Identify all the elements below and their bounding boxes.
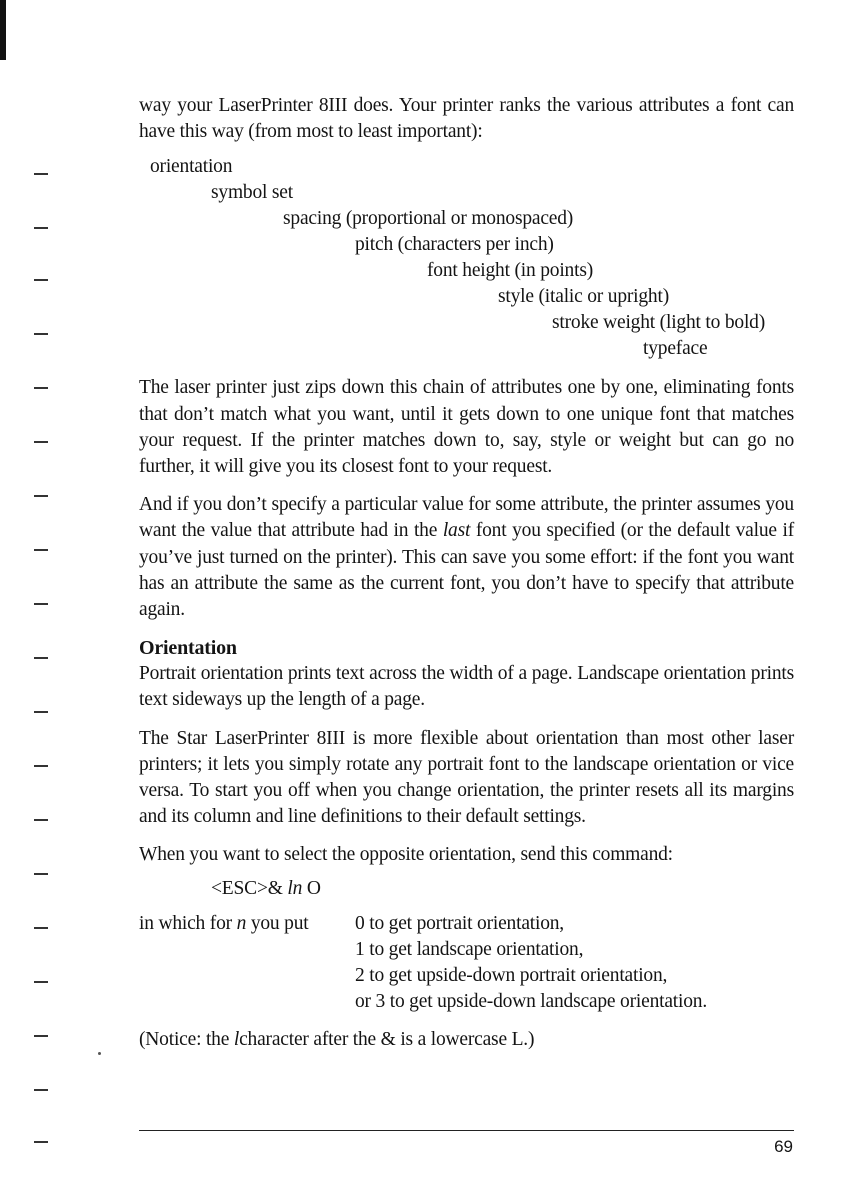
default-value-paragraph: And if you don’t specify a particular value for some attribute, the printer assumes you want the value that attribute had in the last font you specified (or the default value if you’ve just turned on the printer). This can save you some effort: if the font you want has an attribute the same as the current font, you don’t have to specify that attribute again. — [139, 494, 794, 621]
option-item: or 3 to get upside-down landscape orientation. — [355, 991, 707, 1013]
select-paragraph: When you want to select the opposite orientation, send this command: — [139, 844, 673, 866]
section-heading-orientation: Orientation — [139, 637, 237, 660]
attribute-chain — [139, 154, 794, 362]
option-item: 0 to get portrait orientation, — [355, 912, 564, 934]
options-label: in which for n you put — [139, 912, 309, 934]
page-body — [139, 93, 794, 1066]
attribute-item: pitch (characters per inch) — [355, 234, 554, 256]
speck — [98, 1052, 101, 1055]
chain-paragraph: The laser printer just zips down this chain of attributes one by one, eliminating fonts that don’t match what you want, until it gets down to one unique font that matches your request. If the printer matches down to, say, style or weight but can go no further, it will give you its closest font to your request. — [139, 377, 794, 478]
binding-edge — [0, 0, 6, 60]
orientation-options — [139, 911, 794, 1016]
page-number: 69 — [774, 1137, 793, 1156]
attribute-item: orientation — [150, 156, 233, 178]
options-list — [355, 911, 707, 1016]
attribute-item: symbol set — [211, 182, 293, 204]
attribute-item: stroke weight (light to bold) — [552, 312, 766, 334]
attribute-item: font height (in points) — [427, 260, 594, 282]
attribute-item: spacing (proportional or monospaced) — [283, 208, 574, 230]
attribute-item: style (italic or upright) — [498, 286, 669, 308]
notice-paragraph: (Notice: the lcharacter after the & is a lowercase L.) — [139, 1029, 535, 1051]
flexible-paragraph: The Star LaserPrinter 8III is more flexible about orientation than most other laser printers; it lets you simply rotate any portrait font to the landscape orientation or vice versa. To start you off when you change orientation, the printer resets all its margins and its column and line definitions to their default settings. — [139, 727, 794, 828]
footer-rule — [139, 1130, 794, 1131]
intro-paragraph: way your LaserPrinter 8III does. Your printer ranks the various attributes a font can have this way (from most to least important): — [139, 95, 794, 143]
attribute-item: typeface — [643, 338, 708, 360]
option-item: 2 to get upside-down portrait orientation, — [355, 965, 668, 987]
command-line: <ESC>& ln O — [211, 877, 321, 899]
portrait-paragraph: Portrait orientation prints text across the width of a page. Landscape orientation prints text sideways up the length of a page. — [139, 663, 794, 711]
emphasis-last: last — [442, 520, 471, 542]
option-item: 1 to get landscape orientation, — [355, 938, 584, 960]
